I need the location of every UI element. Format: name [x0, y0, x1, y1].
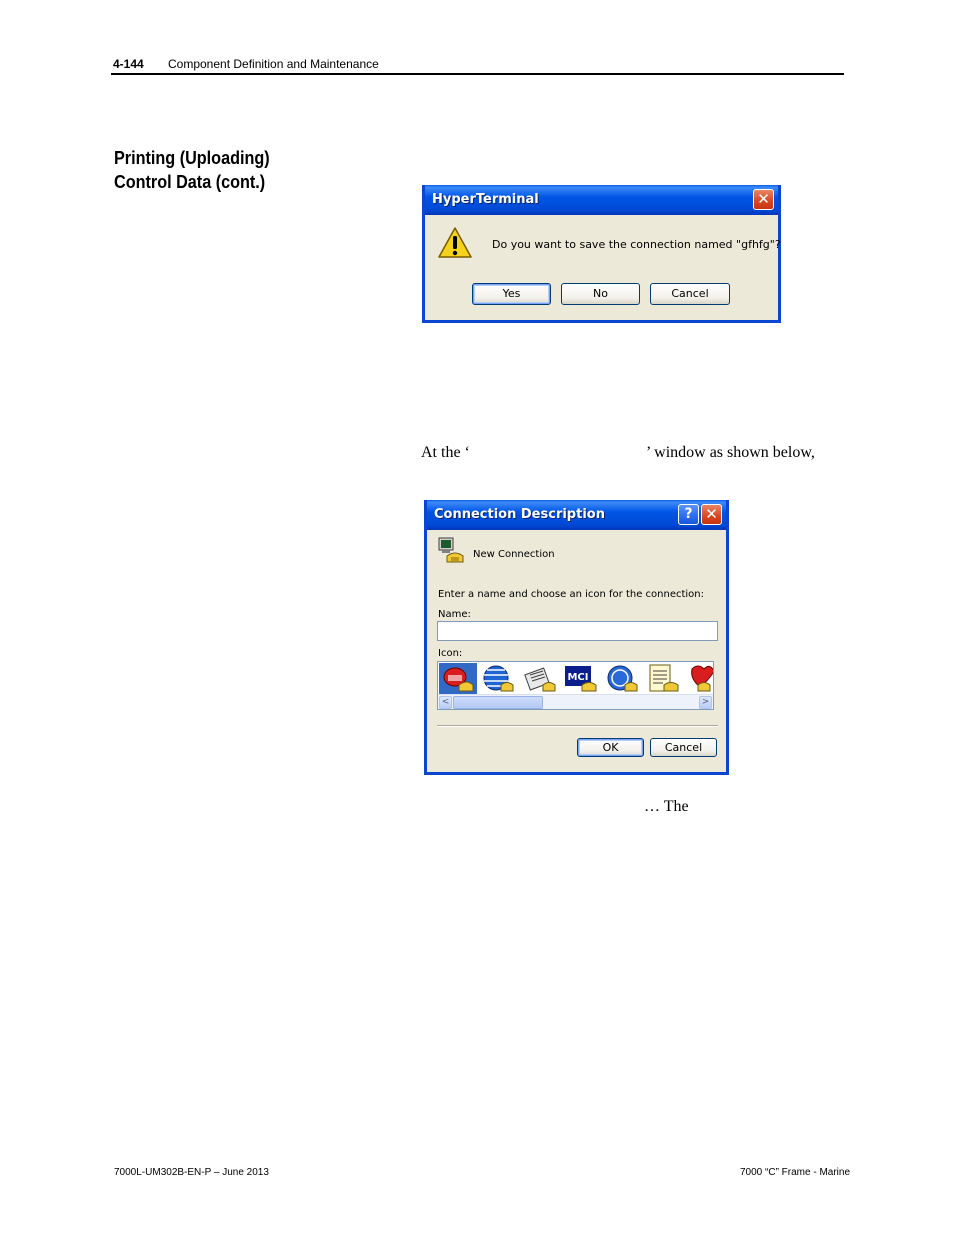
- phone-icon: [439, 663, 477, 695]
- section-title: Component Definition and Maintenance: [168, 57, 379, 71]
- heart-icon: [684, 663, 714, 695]
- header-rule: [111, 73, 844, 75]
- yes-button[interactable]: Yes: [472, 283, 551, 305]
- scroll-left-button[interactable]: <: [439, 696, 452, 709]
- separator: [437, 725, 718, 727]
- globe-icon: [479, 663, 517, 695]
- close-button[interactable]: ✕: [701, 504, 722, 525]
- dialog-title: Connection Description: [434, 507, 605, 522]
- side-heading: [114, 146, 270, 194]
- save-connection-dialog: [422, 185, 781, 323]
- cancel-button[interactable]: Cancel: [650, 283, 730, 305]
- help-button[interactable]: ?: [678, 504, 699, 525]
- instruction-text: Enter a name and choose an icon for the connection:: [438, 589, 705, 600]
- icon-option-heart[interactable]: [684, 663, 714, 695]
- name-label: Name:: [438, 609, 471, 620]
- body-text-1-start: At the ‘: [421, 444, 470, 461]
- dialog-title: HyperTerminal: [432, 192, 539, 207]
- no-button[interactable]: No: [561, 283, 640, 305]
- svg-text:MCI: MCI: [567, 672, 589, 683]
- page-number: 4-144: [113, 57, 144, 71]
- icon-option-fax[interactable]: [521, 663, 559, 695]
- warning-icon: [438, 226, 472, 260]
- dialog-title-bar[interactable]: [425, 185, 778, 215]
- close-button[interactable]: ✕: [753, 189, 774, 210]
- icon-option-ge[interactable]: [603, 663, 641, 695]
- icon-label: Icon:: [438, 648, 463, 659]
- icon-option-globe[interactable]: [479, 663, 517, 695]
- icon-option-phone[interactable]: [439, 663, 477, 695]
- scroll-thumb[interactable]: [453, 696, 543, 709]
- document-icon: [644, 663, 682, 695]
- icon-option-mci[interactable]: [562, 663, 600, 695]
- side-heading-line2: Control Data (cont.): [114, 172, 266, 192]
- body-text-1-end: ’ window as shown below,: [646, 444, 815, 461]
- new-connection-label: New Connection: [473, 549, 555, 560]
- cancel-button[interactable]: Cancel: [650, 738, 717, 757]
- body-text-2: … The: [644, 798, 689, 815]
- mci-icon: [562, 663, 600, 695]
- fax-icon: [521, 663, 559, 695]
- icon-option-document[interactable]: [644, 663, 682, 695]
- name-input[interactable]: [437, 621, 718, 641]
- connection-description-dialog: [424, 500, 729, 775]
- icon-list-scrollbar[interactable]: [438, 694, 713, 709]
- ok-button[interactable]: OK: [577, 738, 644, 757]
- side-heading-line1: Printing (Uploading): [114, 148, 270, 168]
- footer-document-id: 7000L-UM302B-EN-P – June 2013: [114, 1167, 269, 1178]
- icon-list[interactable]: [437, 661, 714, 710]
- footer-product-name: 7000 “C” Frame - Marine: [740, 1167, 851, 1178]
- new-connection-icon: [437, 536, 467, 568]
- ge-icon: [603, 663, 641, 695]
- save-message: Do you want to save the connection named "gfhfg"?: [492, 238, 781, 251]
- scroll-right-button[interactable]: >: [699, 696, 712, 709]
